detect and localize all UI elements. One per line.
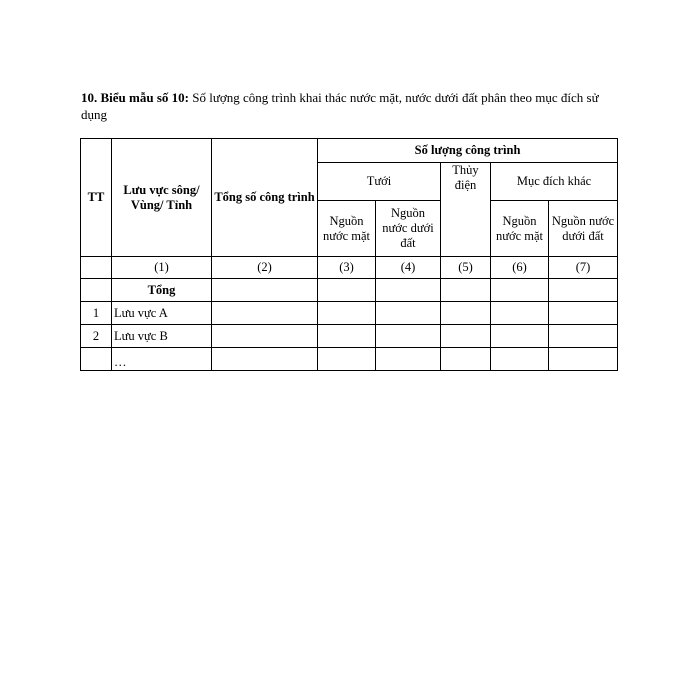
cell-c6: [491, 348, 549, 371]
cell-c5: [441, 325, 491, 348]
form-caption: [81, 89, 621, 123]
cell-c7: [549, 325, 618, 348]
cell-c6: [491, 279, 549, 302]
row-tt: [81, 348, 112, 371]
header-other-surface: Nguồn nước mặt: [491, 201, 549, 257]
cell-total: [212, 279, 318, 302]
col-number-tt: [81, 257, 112, 279]
header-other-ground: Nguồn nước dưới đất: [549, 201, 618, 257]
cell-c3: [318, 348, 376, 371]
header-tt: TT: [81, 139, 112, 257]
row-name: Lưu vực A: [112, 302, 212, 325]
cell-c5: [441, 302, 491, 325]
form-title: Số lượng công trình khai thác nước mặt, nước dưới đất phân theo mục đích sử dụng: [81, 90, 599, 122]
cell-c3: [318, 302, 376, 325]
header-hydropower: Thủy điện: [441, 163, 491, 257]
row-name: Lưu vực B: [112, 325, 212, 348]
form-number: 10. Biểu mẫu số 10:: [81, 90, 189, 105]
row-name: …: [112, 348, 212, 371]
cell-c7: [549, 279, 618, 302]
header-irrigation: Tưới: [318, 163, 441, 201]
cell-c4: [376, 348, 441, 371]
cell-c3: [318, 325, 376, 348]
cell-c5: [441, 279, 491, 302]
cell-c6: [491, 302, 549, 325]
cell-c5: [441, 348, 491, 371]
header-total: Tổng số công trình: [212, 139, 318, 257]
cell-c3: [318, 279, 376, 302]
cell-total: [212, 302, 318, 325]
table-row: [81, 302, 618, 325]
col-number-4: (4): [376, 257, 441, 279]
row-tt: 2: [81, 325, 112, 348]
col-number-1: (1): [112, 257, 212, 279]
col-number-3: (3): [318, 257, 376, 279]
header-irrigation-surface: Nguồn nước mặt: [318, 201, 376, 257]
cell-c4: [376, 325, 441, 348]
cell-c6: [491, 325, 549, 348]
col-number-2: (2): [212, 257, 318, 279]
row-name: Tổng: [112, 279, 212, 302]
col-number-6: (6): [491, 257, 549, 279]
header-row-1: [81, 139, 618, 163]
cell-total: [212, 325, 318, 348]
column-number-row: [81, 257, 618, 279]
col-number-5: (5): [441, 257, 491, 279]
cell-c7: [549, 302, 618, 325]
header-irrigation-ground: Nguồn nước dưới đất: [376, 201, 441, 257]
row-tt: [81, 279, 112, 302]
col-number-7: (7): [549, 257, 618, 279]
row-tt: 1: [81, 302, 112, 325]
table-row: [81, 325, 618, 348]
cell-c7: [549, 348, 618, 371]
table-row-ellipsis: [81, 348, 618, 371]
header-count-group: Số lượng công trình: [318, 139, 618, 163]
cell-c4: [376, 302, 441, 325]
header-region: Lưu vực sông/ Vùng/ Tỉnh: [112, 139, 212, 257]
cell-total: [212, 348, 318, 371]
table-row-total: [81, 279, 618, 302]
header-other-purpose: Mục đích khác: [491, 163, 618, 201]
cell-c4: [376, 279, 441, 302]
statistics-table: [80, 138, 618, 371]
